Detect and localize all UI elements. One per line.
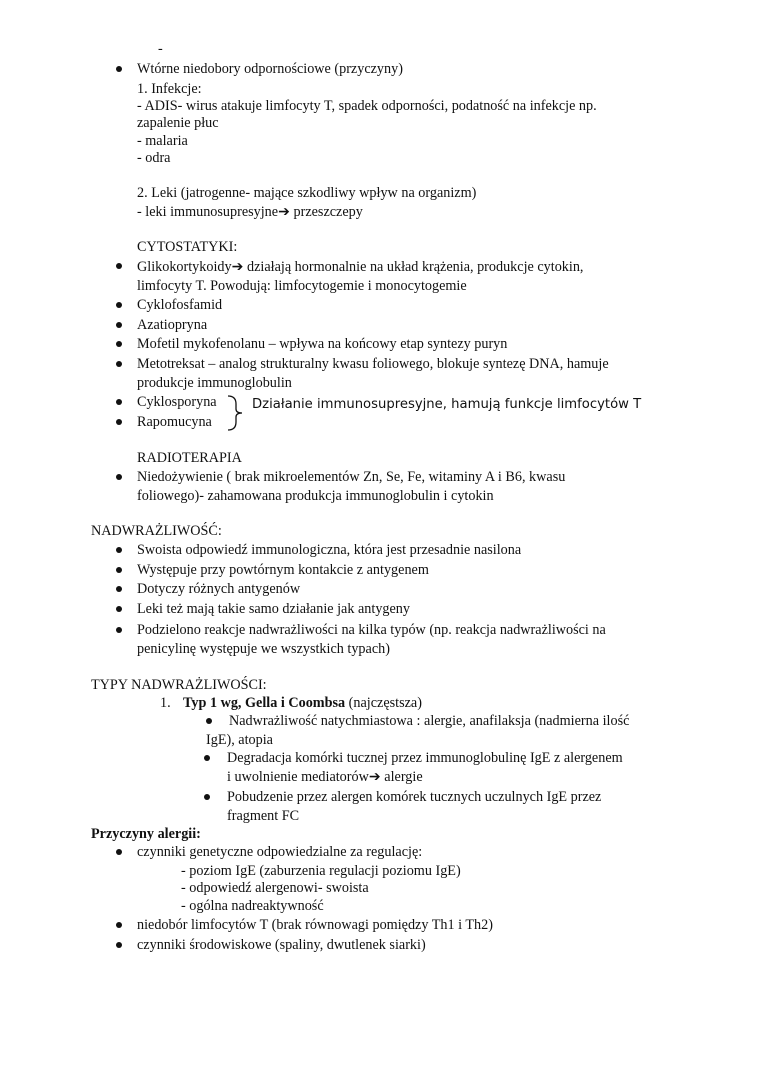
hypersensitivity-item: Dotyczy różnych antygenów xyxy=(137,581,301,597)
glikokortykoidy-line1 xyxy=(137,258,583,276)
bullet xyxy=(116,474,122,480)
type1-bold: Typ 1 wg, Gella i Coombsa xyxy=(183,695,346,711)
right-brace-icon xyxy=(226,394,244,432)
bullet xyxy=(116,547,122,553)
bullet xyxy=(116,586,122,592)
type1-sub3-line2: fragment FC xyxy=(227,808,300,824)
glik-pre: Glikokortykoidy xyxy=(137,259,232,275)
hypersensitivity-heading: NADWRAŻLIWOŚĆ: xyxy=(91,523,222,539)
radiotherapy-line1: Niedożywienie ( brak mikroelementów Zn, Se, Fe, witaminy A i B6, kwasu xyxy=(137,469,566,485)
types-heading: TYPY NADWRAŻLIWOŚCI: xyxy=(91,677,267,693)
bullet xyxy=(116,606,122,612)
azatiopryna: Azatiopryna xyxy=(137,317,208,333)
bullet xyxy=(116,419,122,425)
bullet xyxy=(116,302,122,308)
rapomucyna: Rapomucyna xyxy=(137,414,212,430)
bullet xyxy=(116,627,122,633)
genetic-sub: - poziom IgE (zaburzenia regulacji poziomu IgE) xyxy=(181,863,461,879)
type1-rest: (najczęstsza) xyxy=(345,695,422,711)
type1-sub1-line1: Nadwrażliwość natychmiastowa : alergie, anafilaksja (nadmierna ilość xyxy=(229,713,630,729)
infections-title: 1. Infekcje: xyxy=(137,81,202,97)
infection-malaria: - malaria xyxy=(137,133,188,149)
drugs-title: 2. Leki (jatrogenne- mające szkodliwy wpływ na organizm) xyxy=(137,185,477,201)
type1-sub1-line2: IgE), atopia xyxy=(206,732,273,748)
secondary-heading: Wtórne niedobory odpornościowe (przyczyny) xyxy=(137,61,403,77)
allergy-causes-heading: Przyczyny alergii: xyxy=(91,826,201,842)
hypersensitivity-item: Występuje przy powtórnym kontakcie z antygenem xyxy=(137,562,429,578)
top-dash: - xyxy=(158,41,163,57)
hypersensitivity-item: Swoista odpowiedź immunologiczna, która jest przesadnie nasilona xyxy=(137,542,522,558)
bullet xyxy=(204,794,210,800)
genetic-factors: czynniki genetyczne odpowiedzialne za regulację: xyxy=(137,844,423,860)
environmental-factors: czynniki środowiskowe (spaliny, dwutlenek siarki) xyxy=(137,937,426,953)
genetic-sub: - ogólna nadreaktywność xyxy=(181,898,324,914)
type1-sub2-line2 xyxy=(227,768,423,786)
hypersensitivity-item: Podzielono reakcje nadwrażliwości na kilka typów (np. reakcja nadwrażliwości na xyxy=(137,622,606,638)
sub2-post: alergie xyxy=(380,769,423,785)
type1-number: 1. xyxy=(160,695,171,711)
type1-title xyxy=(183,694,422,712)
hypersensitivity-item-cont: penicylinę występuje we wszystkich typach) xyxy=(137,641,390,657)
bullet xyxy=(116,66,122,72)
bullet xyxy=(116,361,122,367)
glikokortykoidy-line2: limfocyty T. Powodują: limfocytogemie i monocytogemie xyxy=(137,278,467,294)
arrow-icon: ➔ xyxy=(231,259,244,275)
radiotherapy-line2: foliowego)- zahamowana produkcja immunoglobulin i cytokin xyxy=(137,488,494,504)
lymphocyte-deficit: niedobór limfocytów T (brak równowagi pomiędzy Th1 i Th2) xyxy=(137,917,493,933)
radiotherapy-heading: RADIOTERAPIA xyxy=(137,450,242,466)
genetic-sub: - odpowiedź alergenowi- swoista xyxy=(181,880,369,896)
type1-sub2-line1: Degradacja komórki tucznej przez immunoglobulinę IgE z alergenem xyxy=(227,750,623,766)
bullet xyxy=(116,399,122,405)
bullet xyxy=(116,922,122,928)
infection-odra: - odra xyxy=(137,150,171,166)
arrow-icon: ➔ xyxy=(278,204,290,220)
arrow-icon: ➔ xyxy=(368,769,381,785)
glik-post: działają hormonalnie na układ krążenia, produkcje cytokin, xyxy=(243,259,584,275)
drugs-line1-post: przeszczepy xyxy=(289,204,363,220)
cytostatics-heading: CYTOSTATYKI: xyxy=(137,239,238,255)
type1-sub3-line1: Pobudzenie przez alergen komórek tucznych uczulnych IgE przez xyxy=(227,789,602,805)
bullet xyxy=(116,341,122,347)
metotreksat-line1: Metotreksat – analog strukturalny kwasu foliowego, blokuje syntezę DNA, hamuje xyxy=(137,356,609,372)
bullet xyxy=(116,322,122,328)
mofetil: Mofetil mykofenolanu – wpływa na końcowy etap syntezy puryn xyxy=(137,336,508,352)
drugs-line1-pre: - leki immunosupresyjne xyxy=(137,204,279,220)
cyklofosfamid: Cyklofosfamid xyxy=(137,297,223,313)
infections-line2: zapalenie płuc xyxy=(137,115,219,131)
brace-note: Działanie immunosupresyjne, hamują funkcje limfocytów T xyxy=(252,397,642,412)
bullet xyxy=(206,718,212,724)
bullet xyxy=(116,849,122,855)
bullet xyxy=(116,567,122,573)
infections-line1: - ADIS- wirus atakuje limfocyty T, spadek odporności, podatność na infekcje np. xyxy=(137,98,597,114)
bullet xyxy=(204,755,210,761)
cyklosporyna: Cyklosporyna xyxy=(137,394,217,410)
hypersensitivity-item: Leki też mają takie samo działanie jak antygeny xyxy=(137,601,410,617)
bullet xyxy=(116,942,122,948)
bullet xyxy=(116,263,122,269)
metotreksat-line2: produkcje immunoglobulin xyxy=(137,375,292,391)
drugs-line1 xyxy=(137,203,363,221)
sub2-pre: i uwolnienie mediatorów xyxy=(227,769,369,785)
